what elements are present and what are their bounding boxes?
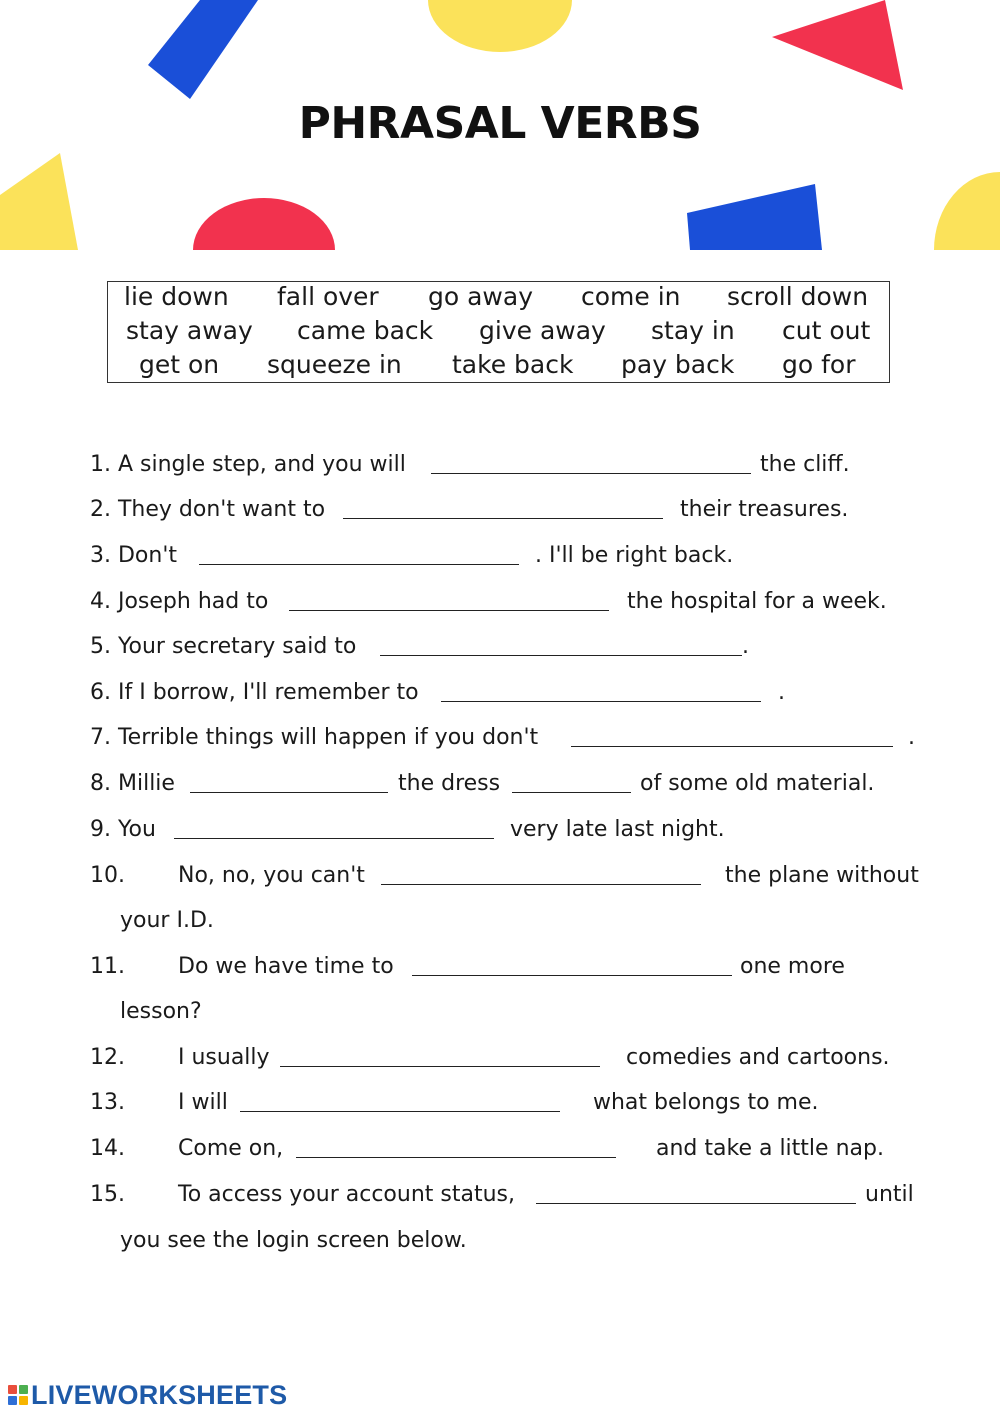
yellow-quarter-circle-shape xyxy=(934,172,1000,250)
answer-blank-15[interactable] xyxy=(536,1203,856,1204)
sentence-10-text: No, no, you can't xyxy=(178,863,365,888)
sentence-7-text: 7. Terrible things will happen if you don't xyxy=(90,725,539,750)
sentence-5-end: . xyxy=(742,634,749,659)
sentence-10-end: your I.D. xyxy=(120,908,214,933)
answer-blank-14[interactable] xyxy=(296,1157,616,1158)
sentence-11-middle: one more xyxy=(740,954,845,979)
sentence-13-end: what belongs to me. xyxy=(593,1090,819,1115)
answer-blank-9[interactable] xyxy=(174,838,494,839)
sentence-15-text: To access your account status, xyxy=(178,1182,515,1207)
blue-quad-shape xyxy=(687,184,822,250)
sentence-13-text: I will xyxy=(178,1090,228,1115)
sentence-14-end: and take a little nap. xyxy=(656,1136,884,1161)
word-bank-item: go away xyxy=(428,282,533,311)
sentence-1-end: the cliff. xyxy=(760,452,850,477)
sentence-11-text: Do we have time to xyxy=(178,954,394,979)
word-bank-item: squeeze in xyxy=(267,350,402,379)
word-bank-item: cut out xyxy=(782,316,871,345)
sentence-9-text: 9. You xyxy=(90,817,156,842)
sentence-11-number: 11. xyxy=(90,954,125,979)
sentence-12-end: comedies and cartoons. xyxy=(626,1045,890,1070)
sentence-2-text: 2. They don't want to xyxy=(90,497,326,522)
word-bank-item: pay back xyxy=(621,350,735,379)
footer-brand xyxy=(8,1380,287,1410)
red-semicircle-shape xyxy=(193,198,335,250)
answer-blank-7[interactable] xyxy=(571,746,893,747)
word-bank-item: lie down xyxy=(124,282,229,311)
sentence-3-text: 3. Don't xyxy=(90,543,178,568)
answer-blank-8b[interactable] xyxy=(512,792,631,793)
sentence-3-end: . I'll be right back. xyxy=(535,543,734,568)
answer-blank-1[interactable] xyxy=(431,473,751,474)
sentence-11-end: lesson? xyxy=(120,999,202,1024)
sentence-12-number: 12. xyxy=(90,1045,125,1070)
sentence-9-end: very late last night. xyxy=(510,817,725,842)
sentence-15-middle: until xyxy=(865,1182,914,1207)
sentence-14-number: 14. xyxy=(90,1136,125,1161)
sentence-15-end: you see the login screen below. xyxy=(120,1228,467,1253)
answer-blank-8a[interactable] xyxy=(190,792,388,793)
word-bank-item: stay away xyxy=(126,316,253,345)
word-bank-item: come in xyxy=(581,282,681,311)
answer-blank-6[interactable] xyxy=(441,701,761,702)
word-bank-item: came back xyxy=(297,316,434,345)
yellow-triangle-left-shape xyxy=(0,153,78,250)
answer-blank-3[interactable] xyxy=(199,564,519,565)
sentence-10-middle: the plane without xyxy=(725,863,919,888)
word-bank-item: go for xyxy=(782,350,856,379)
word-bank-item: scroll down xyxy=(727,282,869,311)
sentence-15-number: 15. xyxy=(90,1182,125,1207)
sentence-7-end: . xyxy=(908,725,915,750)
answer-blank-4[interactable] xyxy=(289,610,609,611)
sentence-12-text: I usually xyxy=(178,1045,270,1070)
liveworksheets-logo-icon xyxy=(8,1385,28,1405)
word-bank-box xyxy=(107,281,890,383)
answer-blank-11[interactable] xyxy=(412,975,732,976)
sentence-4-text: 4. Joseph had to xyxy=(90,589,269,614)
red-triangle-shape xyxy=(772,0,903,90)
sentence-8-text: 8. Millie xyxy=(90,771,175,796)
sentence-14-text: Come on, xyxy=(178,1136,284,1161)
sentence-8-middle: the dress xyxy=(398,771,501,796)
word-bank-item: fall over xyxy=(277,282,379,311)
answer-blank-2[interactable] xyxy=(343,518,663,519)
answer-blank-10[interactable] xyxy=(381,884,701,885)
sentence-2-end: their treasures. xyxy=(680,497,849,522)
sentence-10-number: 10. xyxy=(90,863,125,888)
word-bank-item: take back xyxy=(452,350,574,379)
answer-blank-12[interactable] xyxy=(280,1066,600,1067)
answer-blank-13[interactable] xyxy=(240,1111,560,1112)
sentence-6-end: . xyxy=(778,680,785,705)
yellow-semicircle-shape xyxy=(428,0,572,52)
answer-blank-5[interactable] xyxy=(380,655,742,656)
word-bank-item: stay in xyxy=(651,316,735,345)
word-bank-item: get on xyxy=(139,350,220,379)
page-title: PHRASAL VERBS xyxy=(298,98,702,149)
word-bank-item: give away xyxy=(479,316,606,345)
sentence-13-number: 13. xyxy=(90,1090,125,1115)
sentence-5-text: 5. Your secretary said to xyxy=(90,634,357,659)
footer-brand-text: LIVEWORKSHEETS xyxy=(31,1379,288,1410)
sentence-1-text: 1. A single step, and you will xyxy=(90,452,406,477)
sentence-6-text: 6. If I borrow, I'll remember to xyxy=(90,680,419,705)
blue-bar-shape xyxy=(148,0,258,99)
sentence-4-end: the hospital for a week. xyxy=(627,589,887,614)
sentence-8-end: of some old material. xyxy=(640,771,875,796)
